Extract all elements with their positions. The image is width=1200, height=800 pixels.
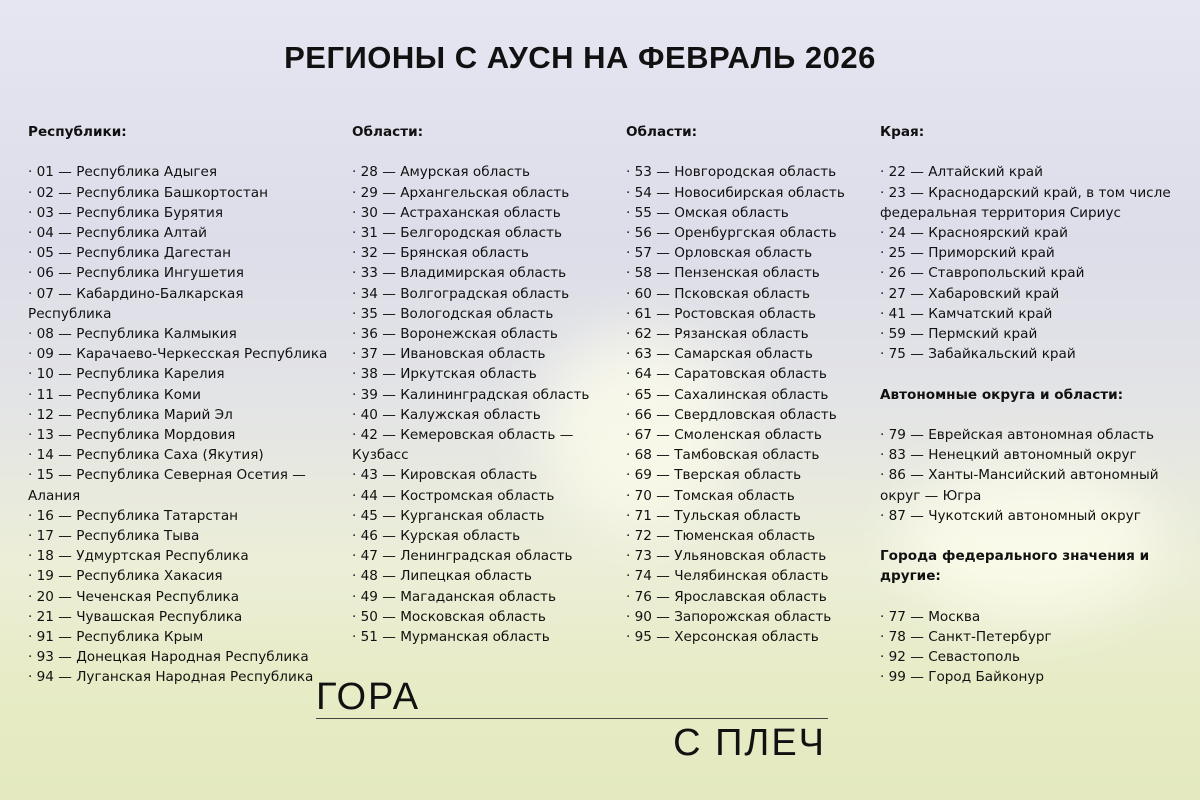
region-item: · 92 — Севастополь [880, 647, 1180, 667]
section-heading: Области: [352, 124, 424, 140]
region-item: · 79 — Еврейская автономная область [880, 425, 1180, 445]
region-item: · 37 — Ивановская область [352, 344, 602, 364]
region-item: · 71 — Тульская область [626, 506, 866, 526]
region-item: · 65 — Сахалинская область [626, 385, 866, 405]
region-item: · 09 — Карачаево-Черкесская Республика [28, 344, 328, 364]
column-krais-and-others [880, 122, 1180, 708]
region-item: · 95 — Херсонская область [626, 627, 866, 647]
region-item: · 91 — Республика Крым [28, 627, 328, 647]
region-item: · 32 — Брянская область [352, 243, 602, 263]
region-item: · 75 — Забайкальский край [880, 344, 1180, 364]
region-item: · 54 — Новосибирская область [626, 183, 866, 203]
region-item: · 68 — Тамбовская область [626, 445, 866, 465]
region-item: · 77 — Москва [880, 607, 1180, 627]
region-item: · 06 — Республика Ингушетия [28, 263, 328, 283]
region-item: · 57 — Орловская область [626, 243, 866, 263]
region-item: · 08 — Республика Калмыкия [28, 324, 328, 344]
region-item: · 41 — Камчатский край [880, 304, 1180, 324]
region-item: · 11 — Республика Коми [28, 385, 328, 405]
region-item: · 05 — Республика Дагестан [28, 243, 328, 263]
region-item: · 48 — Липецкая область [352, 566, 602, 586]
region-item: · 15 — Республика Северная Осетия — Алания [28, 465, 328, 505]
region-item: · 58 — Пензенская область [626, 263, 866, 283]
region-item: · 39 — Калининградская область [352, 385, 602, 405]
region-list [626, 162, 866, 647]
region-item: · 73 — Ульяновская область [626, 546, 866, 566]
region-item: · 94 — Луганская Народная Республика [28, 667, 328, 687]
region-item: · 47 — Ленинградская область [352, 546, 602, 566]
region-item: · 28 — Амурская область [352, 162, 602, 182]
region-item: · 10 — Республика Карелия [28, 364, 328, 384]
region-item: · 18 — Удмуртская Республика [28, 546, 328, 566]
region-item: · 04 — Республика Алтай [28, 223, 328, 243]
region-item: · 34 — Волгоградская область [352, 284, 602, 304]
region-item: · 76 — Ярославская область [626, 587, 866, 607]
region-list [352, 162, 602, 647]
region-item: · 66 — Свердловская область [626, 405, 866, 425]
region-item: · 13 — Республика Мордовия [28, 425, 328, 445]
section-heading: Области: [626, 124, 698, 140]
region-item: · 72 — Тюменская область [626, 526, 866, 546]
region-item: · 07 — Кабардино-Балкарская Республика [28, 284, 328, 324]
page-title: РЕГИОНЫ С АУСН НА ФЕВРАЛЬ 2026 [284, 40, 876, 75]
region-list [880, 425, 1180, 526]
region-item: · 31 — Белгородская область [352, 223, 602, 243]
region-item: · 60 — Псковская область [626, 284, 866, 304]
region-item: · 02 — Республика Башкортостан [28, 183, 328, 203]
region-item: · 21 — Чувашская Республика [28, 607, 328, 627]
region-item: · 64 — Саратовская область [626, 364, 866, 384]
region-item: · 38 — Иркутская область [352, 364, 602, 384]
region-list [28, 162, 328, 687]
brand-logo-line2: С ПЛЕЧ [673, 722, 826, 764]
region-item: · 45 — Курганская область [352, 506, 602, 526]
region-item: · 69 — Тверская область [626, 465, 866, 485]
region-item: · 43 — Кировская область [352, 465, 602, 485]
region-item: · 14 — Республика Саха (Якутия) [28, 445, 328, 465]
column-republics [28, 122, 328, 708]
region-item: · 83 — Ненецкий автономный округ [880, 445, 1180, 465]
region-item: · 25 — Приморский край [880, 243, 1180, 263]
region-item: · 70 — Томская область [626, 486, 866, 506]
region-item: · 46 — Курская область [352, 526, 602, 546]
region-item: · 61 — Ростовская область [626, 304, 866, 324]
region-item: · 16 — Республика Татарстан [28, 506, 328, 526]
region-item: · 59 — Пермский край [880, 324, 1180, 344]
column-oblasts-1 [352, 122, 602, 667]
region-item: · 55 — Омская область [626, 203, 866, 223]
region-item: · 26 — Ставропольский край [880, 263, 1180, 283]
region-item: · 03 — Республика Бурятия [28, 203, 328, 223]
brand-divider [316, 718, 828, 719]
region-item: · 20 — Чеченская Республика [28, 587, 328, 607]
region-item: · 74 — Челябинская область [626, 566, 866, 586]
region-item: · 19 — Республика Хакасия [28, 566, 328, 586]
region-item: · 87 — Чукотский автономный округ [880, 506, 1180, 526]
section-heading: Автономные округа и области: [880, 386, 1124, 403]
region-item: · 99 — Город Байконур [880, 667, 1180, 687]
region-item: · 42 — Кемеровская область — Кузбасс [352, 425, 602, 465]
region-item: · 33 — Владимирская область [352, 263, 602, 283]
region-item: · 35 — Вологодская область [352, 304, 602, 324]
region-item: · 17 — Республика Тыва [28, 526, 328, 546]
region-item: · 63 — Самарская область [626, 344, 866, 364]
region-item: · 51 — Мурманская область [352, 627, 602, 647]
region-item: · 90 — Запорожская область [626, 607, 866, 627]
region-item: · 93 — Донецкая Народная Республика [28, 647, 328, 667]
region-item: · 49 — Магаданская область [352, 587, 602, 607]
region-item: · 01 — Республика Адыгея [28, 162, 328, 182]
region-item: · 36 — Воронежская область [352, 324, 602, 344]
region-list [880, 607, 1180, 688]
region-item: · 12 — Республика Марий Эл [28, 405, 328, 425]
region-item: · 29 — Архангельская область [352, 183, 602, 203]
region-item: · 53 — Новгородская область [626, 162, 866, 182]
region-item: · 22 — Алтайский край [880, 162, 1180, 182]
column-oblasts-2 [626, 122, 866, 667]
region-item: · 44 — Костромская область [352, 486, 602, 506]
brand-logo-line1: ГОРА [316, 676, 421, 718]
region-item: · 40 — Калужская область [352, 405, 602, 425]
region-item: · 78 — Санкт-Петербург [880, 627, 1180, 647]
region-item: · 62 — Рязанская область [626, 324, 866, 344]
region-item: · 24 — Красноярский край [880, 223, 1180, 243]
region-list [880, 162, 1180, 364]
region-item: · 27 — Хабаровский край [880, 284, 1180, 304]
region-item: · 56 — Оренбургская область [626, 223, 866, 243]
region-item: · 86 — Ханты-Мансийский автономный округ — Югра [880, 465, 1180, 505]
region-item: · 50 — Московская область [352, 607, 602, 627]
section-heading: Края: [880, 124, 925, 140]
region-item: · 23 — Краснодарский край, в том числе федеральная территория Сириус [880, 183, 1180, 223]
section-heading: Республики: [28, 124, 127, 140]
region-item: · 67 — Смоленская область [626, 425, 866, 445]
region-item: · 30 — Астраханская область [352, 203, 602, 223]
section-heading: Города федерального значения и другие: [880, 548, 1150, 585]
